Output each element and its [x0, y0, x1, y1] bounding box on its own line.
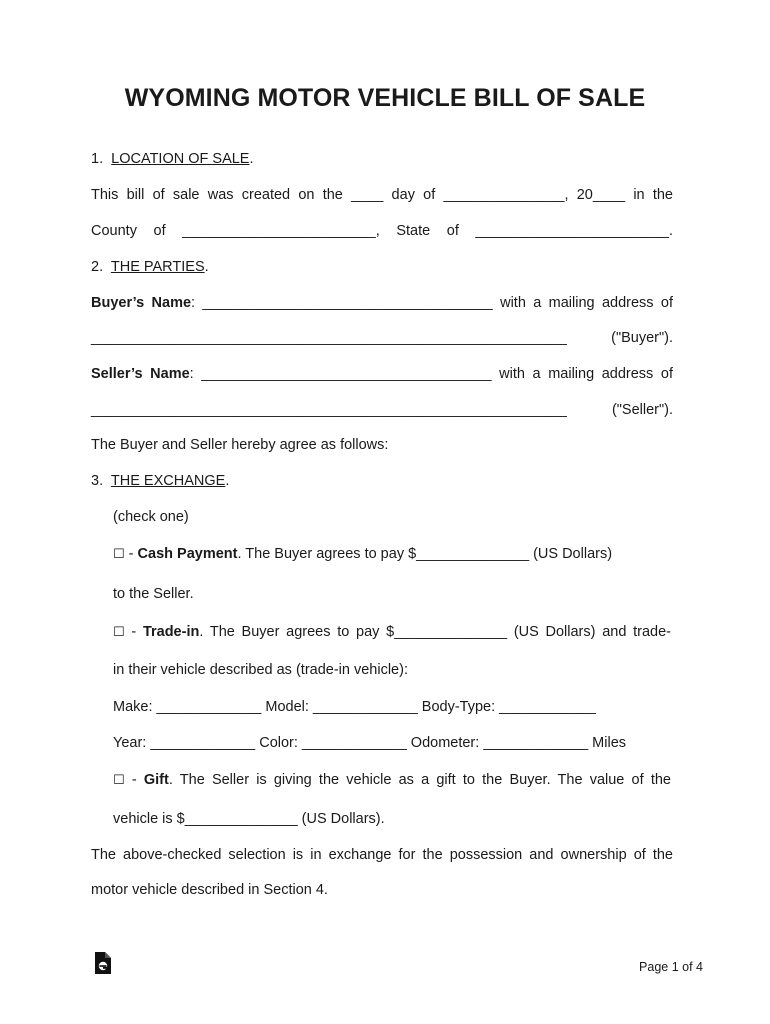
tradein-label: Trade-in: [142, 624, 200, 640]
section1-title-period: .: [249, 151, 254, 167]
section1-line2: County of ________________________, State of ________________________.: [91, 223, 673, 239]
tradein-text2: in their vehicle described as (trade-in vehicle):: [113, 662, 408, 678]
tradein-dash: -: [124, 624, 143, 640]
page-number: Page 1 of 4: [639, 960, 703, 974]
closing-line1: The above-checked selection is in exchange for the possession and ownership of the: [91, 847, 673, 863]
buyer-address-line: ___________________________________________________________ ("Buyer").: [91, 330, 673, 346]
section1-heading: [91, 150, 254, 168]
eforms-logo-icon: [94, 951, 112, 975]
section2-number: 2.: [91, 259, 104, 275]
cash-payment-text: . The Buyer agrees to pay $______________ (US Dollars): [237, 546, 613, 562]
seller-address-line: ___________________________________________________________ ("Seller").: [91, 402, 673, 418]
seller-name-field: : ____________________________________ with a mailing address of: [189, 366, 673, 382]
tradein-year-line: Year: _____________ Color: _____________ Odometer: _____________ Miles: [113, 735, 627, 751]
buyer-name-line: [91, 294, 673, 312]
tradein-make-line: Make: _____________ Model: _____________ Body-Type: ____________: [113, 699, 596, 715]
section3-title-period: .: [225, 473, 230, 489]
gift-dash: -: [124, 772, 144, 788]
cash-payment-text2: to the Seller.: [113, 586, 194, 602]
tradein-checkbox[interactable]: ☐: [113, 625, 125, 640]
section1-title: LOCATION OF SALE: [111, 151, 250, 167]
gift-option: [113, 771, 671, 790]
section2-title-period: .: [204, 259, 209, 275]
gift-text: . The Seller is giving the vehicle as a gift to the Buyer. The value of the: [168, 772, 671, 788]
section1-number: 1.: [91, 151, 104, 167]
section3-number: 3.: [91, 473, 104, 489]
gift-checkbox[interactable]: ☐: [113, 773, 125, 788]
section1-line1: This bill of sale was created on the ____ day of _______________, 20____ in the: [91, 187, 673, 203]
seller-name-line: [91, 365, 673, 383]
gift-label: Gift: [143, 772, 169, 788]
cash-payment-label: Cash Payment: [137, 546, 238, 562]
closing-line2: motor vehicle described in Section 4.: [91, 882, 328, 898]
section3-heading: [91, 472, 229, 490]
tradein-text: . The Buyer agrees to pay $______________ (US Dollars) and trade-: [199, 624, 671, 640]
buyer-name-label: Buyer’s Name: [91, 295, 192, 311]
section3-title: THE EXCHANGE: [110, 473, 226, 489]
cash-payment-option: [113, 545, 612, 564]
section2-heading: [91, 258, 209, 276]
buyer-name-field: : ____________________________________ with a mailing address of: [191, 295, 673, 311]
check-one-text: (check one): [113, 509, 189, 525]
tradein-option: [113, 623, 671, 642]
agreement-text: The Buyer and Seller hereby agree as follows:: [91, 437, 389, 453]
document-title: WYOMING MOTOR VEHICLE BILL OF SALE: [124, 84, 646, 112]
seller-name-label: Seller’s Name: [91, 366, 190, 382]
cash-payment-checkbox[interactable]: ☐: [113, 547, 125, 562]
gift-text2: vehicle is $______________ (US Dollars).: [113, 811, 385, 827]
section2-title: THE PARTIES: [110, 259, 205, 275]
cash-dash: -: [124, 546, 138, 562]
